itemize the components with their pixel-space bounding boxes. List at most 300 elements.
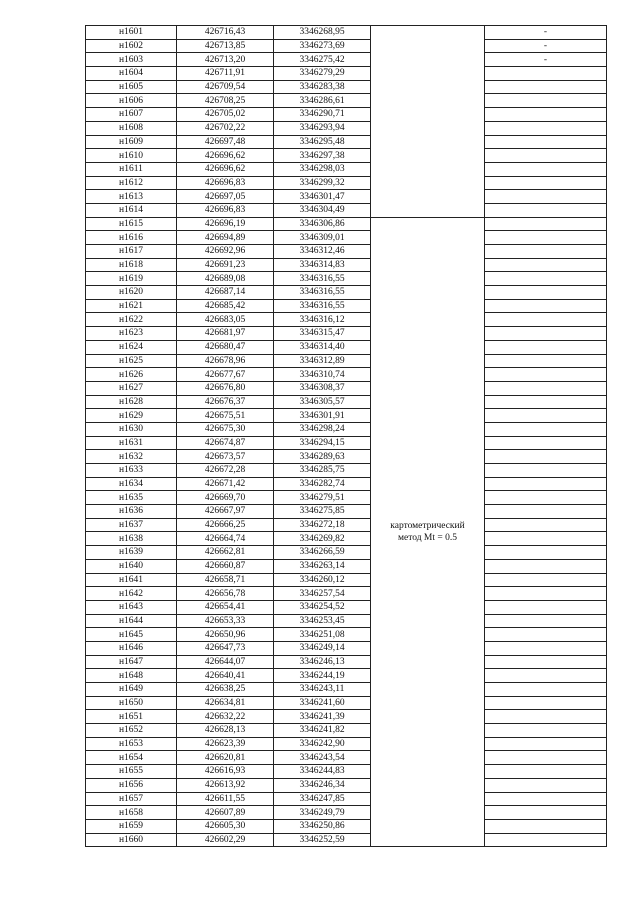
y-coordinate-cell: 3346242,90 (274, 737, 371, 751)
description-cell (485, 641, 607, 655)
description-cell (485, 395, 607, 409)
point-name-cell: н1652 (86, 724, 177, 738)
y-coordinate-cell: 3346308,37 (274, 381, 371, 395)
table-row (86, 573, 607, 587)
description-cell (485, 737, 607, 751)
x-coordinate-cell: 426696,62 (177, 149, 274, 163)
table-row (86, 518, 607, 532)
y-coordinate-cell: 3346257,54 (274, 587, 371, 601)
y-coordinate-cell: 3346286,61 (274, 94, 371, 108)
y-coordinate-cell: 3346315,47 (274, 327, 371, 341)
x-coordinate-cell: 426681,97 (177, 327, 274, 341)
table-row (86, 190, 607, 204)
table-row (86, 26, 607, 40)
point-name-cell: н1642 (86, 587, 177, 601)
table-row (86, 135, 607, 149)
point-name-cell: н1615 (86, 217, 177, 231)
x-coordinate-cell: 426669,70 (177, 491, 274, 505)
y-coordinate-cell: 3346301,91 (274, 409, 371, 423)
y-coordinate-cell: 3346253,45 (274, 614, 371, 628)
method-name: картометрический (390, 520, 465, 531)
point-name-cell: н1649 (86, 683, 177, 697)
point-name-cell: н1617 (86, 245, 177, 259)
point-name-cell: н1645 (86, 628, 177, 642)
y-coordinate-cell: 3346294,15 (274, 436, 371, 450)
y-coordinate-cell: 3346295,48 (274, 135, 371, 149)
table-row (86, 94, 607, 108)
point-name-cell: н1640 (86, 559, 177, 573)
point-name-cell: н1605 (86, 80, 177, 94)
x-coordinate-cell: 426676,80 (177, 381, 274, 395)
y-coordinate-cell: 3346312,46 (274, 245, 371, 259)
y-coordinate-cell: 3346263,14 (274, 559, 371, 573)
x-coordinate-cell: 426650,96 (177, 628, 274, 642)
x-coordinate-cell: 426680,47 (177, 340, 274, 354)
point-name-cell: н1627 (86, 381, 177, 395)
y-coordinate-cell: 3346268,95 (274, 26, 371, 40)
table-row (86, 669, 607, 683)
table-row (86, 67, 607, 81)
point-name-cell: н1606 (86, 94, 177, 108)
y-coordinate-cell: 3346243,54 (274, 751, 371, 765)
description-cell (485, 683, 607, 697)
y-coordinate-cell: 3346272,18 (274, 518, 371, 532)
point-name-cell: н1654 (86, 751, 177, 765)
x-coordinate-cell: 426667,97 (177, 505, 274, 519)
point-name-cell: н1623 (86, 327, 177, 341)
x-coordinate-cell: 426691,23 (177, 258, 274, 272)
table-row (86, 532, 607, 546)
description-cell (485, 655, 607, 669)
x-coordinate-cell: 426696,19 (177, 217, 274, 231)
description-cell (485, 149, 607, 163)
table-row (86, 505, 607, 519)
description-cell: - (485, 53, 607, 67)
description-cell (485, 422, 607, 436)
description-cell (485, 751, 607, 765)
y-coordinate-cell: 3346293,94 (274, 121, 371, 135)
point-name-cell: н1648 (86, 669, 177, 683)
table-row (86, 395, 607, 409)
description-cell (485, 354, 607, 368)
description-cell (485, 381, 607, 395)
y-coordinate-cell: 3346309,01 (274, 231, 371, 245)
description-cell (485, 587, 607, 601)
x-coordinate-cell: 426613,92 (177, 778, 274, 792)
point-name-cell: н1611 (86, 162, 177, 176)
y-coordinate-cell: 3346290,71 (274, 108, 371, 122)
x-coordinate-cell: 426675,51 (177, 409, 274, 423)
point-name-cell: н1613 (86, 190, 177, 204)
x-coordinate-cell: 426605,30 (177, 819, 274, 833)
point-name-cell: н1621 (86, 299, 177, 313)
y-coordinate-cell: 3346279,29 (274, 67, 371, 81)
point-name-cell: н1614 (86, 203, 177, 217)
table-row (86, 737, 607, 751)
description-cell (485, 669, 607, 683)
point-name-cell: н1603 (86, 53, 177, 67)
y-coordinate-cell: 3346314,40 (274, 340, 371, 354)
x-coordinate-cell: 426674,87 (177, 436, 274, 450)
description-cell (485, 600, 607, 614)
y-coordinate-cell: 3346254,52 (274, 600, 371, 614)
table-row (86, 327, 607, 341)
x-coordinate-cell: 426696,83 (177, 176, 274, 190)
x-coordinate-cell: 426628,13 (177, 724, 274, 738)
y-coordinate-cell: 3346285,75 (274, 464, 371, 478)
point-name-cell: н1619 (86, 272, 177, 286)
table-row (86, 628, 607, 642)
point-name-cell: н1646 (86, 641, 177, 655)
x-coordinate-cell: 426611,55 (177, 792, 274, 806)
description-cell (485, 559, 607, 573)
point-name-cell: н1607 (86, 108, 177, 122)
point-name-cell: н1620 (86, 286, 177, 300)
table-row (86, 765, 607, 779)
x-coordinate-cell: 426708,25 (177, 94, 274, 108)
y-coordinate-cell: 3346299,32 (274, 176, 371, 190)
x-coordinate-cell: 426677,67 (177, 368, 274, 382)
description-cell (485, 450, 607, 464)
x-coordinate-cell: 426713,20 (177, 53, 274, 67)
table-row (86, 477, 607, 491)
y-coordinate-cell: 3346301,47 (274, 190, 371, 204)
method-cell (371, 217, 485, 847)
description-cell (485, 313, 607, 327)
point-name-cell: н1604 (86, 67, 177, 81)
y-coordinate-cell: 3346244,83 (274, 765, 371, 779)
y-coordinate-cell: 3346252,59 (274, 833, 371, 847)
table-row (86, 176, 607, 190)
y-coordinate-cell: 3346314,83 (274, 258, 371, 272)
point-name-cell: н1653 (86, 737, 177, 751)
x-coordinate-cell: 426620,81 (177, 751, 274, 765)
y-coordinate-cell: 3346279,51 (274, 491, 371, 505)
table-row (86, 833, 607, 847)
x-coordinate-cell: 426689,08 (177, 272, 274, 286)
description-cell (485, 491, 607, 505)
point-name-cell: н1637 (86, 518, 177, 532)
table-row (86, 546, 607, 560)
table-row (86, 436, 607, 450)
table-row (86, 641, 607, 655)
table-row (86, 600, 607, 614)
description-cell (485, 340, 607, 354)
y-coordinate-cell: 3346305,57 (274, 395, 371, 409)
point-name-cell: н1636 (86, 505, 177, 519)
description-cell (485, 477, 607, 491)
table-row (86, 53, 607, 67)
y-coordinate-cell: 3346246,13 (274, 655, 371, 669)
description-cell (485, 710, 607, 724)
y-coordinate-cell: 3346273,69 (274, 39, 371, 53)
x-coordinate-cell: 426697,48 (177, 135, 274, 149)
description-cell (485, 108, 607, 122)
table-row (86, 381, 607, 395)
point-name-cell: н1647 (86, 655, 177, 669)
x-coordinate-cell: 426683,05 (177, 313, 274, 327)
description-cell (485, 162, 607, 176)
point-name-cell: н1638 (86, 532, 177, 546)
y-coordinate-cell: 3346282,74 (274, 477, 371, 491)
table-row (86, 696, 607, 710)
x-coordinate-cell: 426616,93 (177, 765, 274, 779)
x-coordinate-cell: 426711,91 (177, 67, 274, 81)
x-coordinate-cell: 426647,73 (177, 641, 274, 655)
y-coordinate-cell: 3346251,08 (274, 628, 371, 642)
description-cell (485, 327, 607, 341)
table-row (86, 80, 607, 94)
description-cell (485, 176, 607, 190)
point-name-cell: н1632 (86, 450, 177, 464)
point-name-cell: н1631 (86, 436, 177, 450)
description-cell (485, 696, 607, 710)
description-cell (485, 299, 607, 313)
description-cell (485, 765, 607, 779)
x-coordinate-cell: 426607,89 (177, 806, 274, 820)
point-name-cell: н1655 (86, 765, 177, 779)
table-row (86, 231, 607, 245)
table-row (86, 792, 607, 806)
point-name-cell: н1602 (86, 39, 177, 53)
table-row (86, 245, 607, 259)
table-row (86, 683, 607, 697)
x-coordinate-cell: 426687,14 (177, 286, 274, 300)
y-coordinate-cell: 3346304,49 (274, 203, 371, 217)
point-name-cell: н1629 (86, 409, 177, 423)
method-accuracy: метод Mt = 0.5 (397, 532, 457, 543)
x-coordinate-cell: 426632,22 (177, 710, 274, 724)
x-coordinate-cell: 426623,39 (177, 737, 274, 751)
y-coordinate-cell: 3346247,85 (274, 792, 371, 806)
description-cell (485, 368, 607, 382)
y-coordinate-cell: 3346269,82 (274, 532, 371, 546)
point-name-cell: н1658 (86, 806, 177, 820)
table-row (86, 778, 607, 792)
x-coordinate-cell: 426640,41 (177, 669, 274, 683)
point-name-cell: н1609 (86, 135, 177, 149)
x-coordinate-cell: 426638,25 (177, 683, 274, 697)
description-cell (485, 217, 607, 231)
table-row (86, 272, 607, 286)
x-coordinate-cell: 426713,85 (177, 39, 274, 53)
point-name-cell: н1630 (86, 422, 177, 436)
y-coordinate-cell: 3346306,86 (274, 217, 371, 231)
point-name-cell: н1641 (86, 573, 177, 587)
description-cell (485, 258, 607, 272)
y-coordinate-cell: 3346275,85 (274, 505, 371, 519)
table-row (86, 587, 607, 601)
x-coordinate-cell: 426702,22 (177, 121, 274, 135)
point-name-cell: н1650 (86, 696, 177, 710)
point-name-cell: н1616 (86, 231, 177, 245)
x-coordinate-cell: 426709,54 (177, 80, 274, 94)
y-coordinate-cell: 3346298,03 (274, 162, 371, 176)
description-cell (485, 409, 607, 423)
table-row (86, 368, 607, 382)
y-coordinate-cell: 3346310,74 (274, 368, 371, 382)
table-row (86, 354, 607, 368)
description-cell (485, 573, 607, 587)
x-coordinate-cell: 426644,07 (177, 655, 274, 669)
point-name-cell: н1639 (86, 546, 177, 560)
table-row (86, 819, 607, 833)
description-cell (485, 614, 607, 628)
y-coordinate-cell: 3346246,34 (274, 778, 371, 792)
y-coordinate-cell: 3346243,11 (274, 683, 371, 697)
table-row (86, 299, 607, 313)
description-cell (485, 505, 607, 519)
table-row (86, 464, 607, 478)
y-coordinate-cell: 3346275,42 (274, 53, 371, 67)
x-coordinate-cell: 426696,83 (177, 203, 274, 217)
point-name-cell: н1624 (86, 340, 177, 354)
description-cell (485, 190, 607, 204)
description-cell (485, 286, 607, 300)
point-name-cell: н1656 (86, 778, 177, 792)
table-row (86, 655, 607, 669)
x-coordinate-cell: 426634,81 (177, 696, 274, 710)
description-cell (485, 518, 607, 532)
point-name-cell: н1608 (86, 121, 177, 135)
point-name-cell: н1625 (86, 354, 177, 368)
x-coordinate-cell: 426676,37 (177, 395, 274, 409)
y-coordinate-cell: 3346241,60 (274, 696, 371, 710)
point-name-cell: н1610 (86, 149, 177, 163)
description-cell: - (485, 26, 607, 40)
description-cell (485, 778, 607, 792)
description-cell (485, 67, 607, 81)
table-row (86, 162, 607, 176)
x-coordinate-cell: 426675,30 (177, 422, 274, 436)
x-coordinate-cell: 426716,43 (177, 26, 274, 40)
table-row (86, 39, 607, 53)
y-coordinate-cell: 3346316,55 (274, 272, 371, 286)
point-name-cell: н1626 (86, 368, 177, 382)
description-cell (485, 546, 607, 560)
table-row (86, 806, 607, 820)
table-row (86, 149, 607, 163)
x-coordinate-cell: 426658,71 (177, 573, 274, 587)
table-row (86, 409, 607, 423)
description-cell (485, 792, 607, 806)
description-cell (485, 94, 607, 108)
point-name-cell: н1651 (86, 710, 177, 724)
y-coordinate-cell: 3346316,12 (274, 313, 371, 327)
y-coordinate-cell: 3346260,12 (274, 573, 371, 587)
description-cell (485, 464, 607, 478)
description-cell (485, 121, 607, 135)
table-row (86, 422, 607, 436)
y-coordinate-cell: 3346298,24 (274, 422, 371, 436)
description-cell (485, 532, 607, 546)
description-cell (485, 806, 607, 820)
x-coordinate-cell: 426654,41 (177, 600, 274, 614)
point-name-cell: н1659 (86, 819, 177, 833)
point-name-cell: н1618 (86, 258, 177, 272)
description-cell (485, 436, 607, 450)
x-coordinate-cell: 426666,25 (177, 518, 274, 532)
x-coordinate-cell: 426656,78 (177, 587, 274, 601)
table-row (86, 559, 607, 573)
y-coordinate-cell: 3346250,86 (274, 819, 371, 833)
y-coordinate-cell: 3346244,19 (274, 669, 371, 683)
y-coordinate-cell: 3346283,38 (274, 80, 371, 94)
point-name-cell: н1628 (86, 395, 177, 409)
description-cell: - (485, 39, 607, 53)
y-coordinate-cell: 3346241,82 (274, 724, 371, 738)
point-name-cell: н1601 (86, 26, 177, 40)
description-cell (485, 135, 607, 149)
y-coordinate-cell: 3346241,39 (274, 710, 371, 724)
y-coordinate-cell: 3346266,59 (274, 546, 371, 560)
x-coordinate-cell: 426694,89 (177, 231, 274, 245)
description-cell (485, 231, 607, 245)
x-coordinate-cell: 426653,33 (177, 614, 274, 628)
x-coordinate-cell: 426602,29 (177, 833, 274, 847)
table-row (86, 751, 607, 765)
table-row (86, 340, 607, 354)
x-coordinate-cell: 426685,42 (177, 299, 274, 313)
method-cell-top (371, 26, 485, 218)
y-coordinate-cell: 3346249,79 (274, 806, 371, 820)
description-cell (485, 724, 607, 738)
table-row (86, 121, 607, 135)
point-name-cell: н1612 (86, 176, 177, 190)
y-coordinate-cell: 3346312,89 (274, 354, 371, 368)
coordinates-table-body (86, 26, 607, 847)
point-name-cell: н1657 (86, 792, 177, 806)
table-row (86, 313, 607, 327)
table-row (86, 710, 607, 724)
x-coordinate-cell: 426692,96 (177, 245, 274, 259)
x-coordinate-cell: 426672,28 (177, 464, 274, 478)
description-cell (485, 272, 607, 286)
table-row (86, 724, 607, 738)
description-cell (485, 80, 607, 94)
point-name-cell: н1633 (86, 464, 177, 478)
x-coordinate-cell: 426705,02 (177, 108, 274, 122)
point-name-cell: н1644 (86, 614, 177, 628)
x-coordinate-cell: 426673,57 (177, 450, 274, 464)
table-row (86, 203, 607, 217)
description-cell (485, 245, 607, 259)
point-name-cell: н1660 (86, 833, 177, 847)
x-coordinate-cell: 426678,96 (177, 354, 274, 368)
point-name-cell: н1643 (86, 600, 177, 614)
table-row (86, 491, 607, 505)
table-row (86, 258, 607, 272)
table-row (86, 217, 607, 231)
point-name-cell: н1635 (86, 491, 177, 505)
point-name-cell: н1634 (86, 477, 177, 491)
description-cell (485, 203, 607, 217)
x-coordinate-cell: 426696,62 (177, 162, 274, 176)
x-coordinate-cell: 426664,74 (177, 532, 274, 546)
y-coordinate-cell: 3346297,38 (274, 149, 371, 163)
y-coordinate-cell: 3346289,63 (274, 450, 371, 464)
y-coordinate-cell: 3346316,55 (274, 299, 371, 313)
y-coordinate-cell: 3346316,55 (274, 286, 371, 300)
table-row (86, 450, 607, 464)
x-coordinate-cell: 426660,87 (177, 559, 274, 573)
table-row (86, 108, 607, 122)
description-cell (485, 628, 607, 642)
x-coordinate-cell: 426662,81 (177, 546, 274, 560)
description-cell (485, 833, 607, 847)
point-name-cell: н1622 (86, 313, 177, 327)
x-coordinate-cell: 426697,05 (177, 190, 274, 204)
